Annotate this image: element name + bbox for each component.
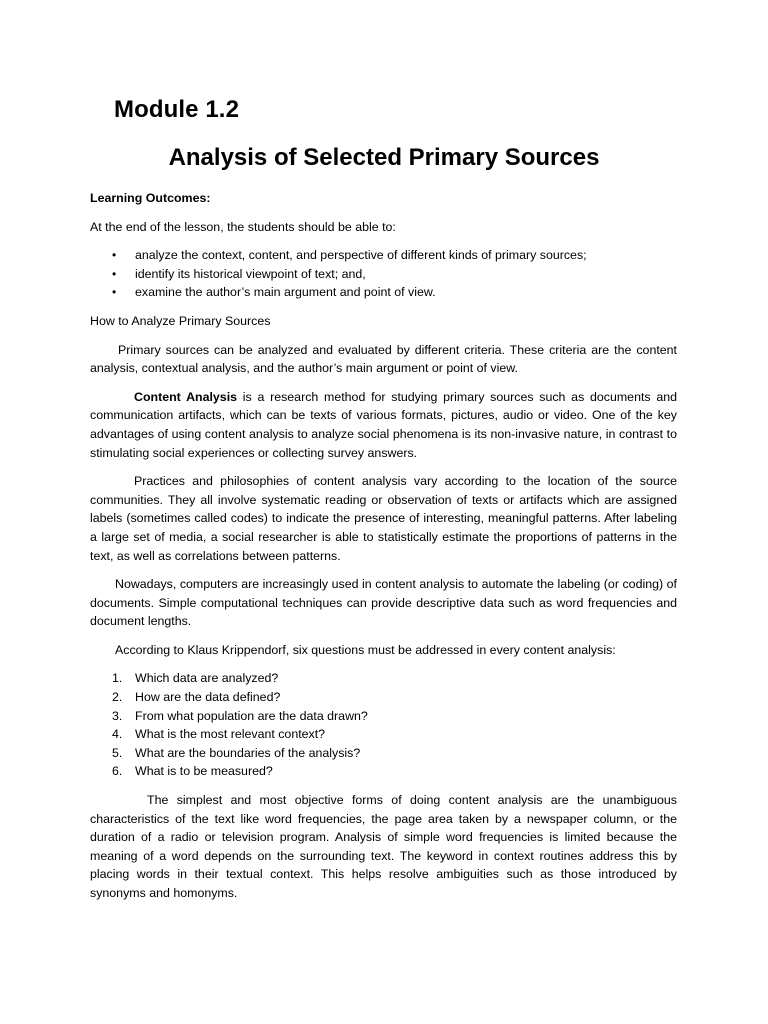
list-item: • identify its historical viewpoint of text; and, (90, 265, 677, 284)
list-item: • analyze the context, content, and perspective of different kinds of primary sources; (90, 246, 677, 265)
questions-list (90, 669, 677, 781)
section-heading: How to Analyze Primary Sources (90, 313, 271, 328)
list-item: 1. Which data are analyzed? (112, 671, 279, 686)
outcomes-list (90, 246, 677, 302)
document-body (90, 189, 677, 913)
paragraph-simplest-forms: The simplest and most objective forms of doing content analysis are the unambiguous characteristics of the text like word frequencies, the page area taken by a newspaper column, or the duration of a radio or television program. Analysis of simple word frequencies is limited because the meaning of a word depends on the surrounding text. The keyword in context routines address this by placing words in their textual context. This helps resolve ambiguities such as those introduced by synonyms and homonyms. (90, 793, 677, 900)
list-item: 6. What is to be measured? (112, 764, 273, 779)
paragraph-computers: Nowadays, computers are increasingly used in content analysis to automate the labeling (or coding) of documents. Simple computational techniques can provide descriptive data such as word frequencies and document lengths. (90, 577, 677, 629)
list-item: 2. How are the data defined? (112, 690, 281, 705)
list-item: 4. What is the most relevant context? (112, 727, 326, 742)
page-title: Analysis of Selected Primary Sources (168, 144, 600, 171)
bullet-icon: • (112, 285, 117, 300)
list-item: 5. What are the boundaries of the analysis? (112, 745, 361, 760)
paragraph-practices: Practices and philosophies of content analysis vary according to the location of the source communities. They all involve systematic reading or observation of texts or artifacts which are assigned labels (sometimes called codes) to indicate the presence of interesting, meaningful patterns. After labeling a large set of media, a social researcher is able to statistically estimate the proportions of patterns in the text, as well as correlations between patterns. (90, 474, 677, 563)
paragraph-criteria: Primary sources can be analyzed and evaluated by different criteria. These criteria are the content analysis, contextual analysis, and the author’s main argument or point of view. (90, 342, 677, 376)
bullet-icon: • (112, 266, 117, 281)
content-analysis-term: Content Analysis (134, 389, 238, 404)
learning-outcomes-heading: Learning Outcomes: (90, 191, 211, 205)
paragraph-krippendorf: According to Klaus Krippendorf, six questions must be addressed in every content analysis: (115, 642, 616, 657)
bullet-icon: • (112, 248, 117, 263)
paragraph-content-analysis: Content Analysis is a research method for studying primary sources such as documents and communication artifacts, which can be texts of various formats, pictures, audio or video. One of the key advantages of using content analysis to analyze social phenomena is its non-invasive nature, in contrast to stimulating social experiences or collecting survey answers. (90, 389, 678, 460)
list-item: 3. From what population are the data drawn? (112, 708, 368, 723)
intro-text: At the end of the lesson, the students should be able to: (90, 219, 396, 234)
module-title: Module 1.2 (114, 96, 240, 123)
list-item: • examine the author’s main argument and point of view. (90, 283, 677, 302)
